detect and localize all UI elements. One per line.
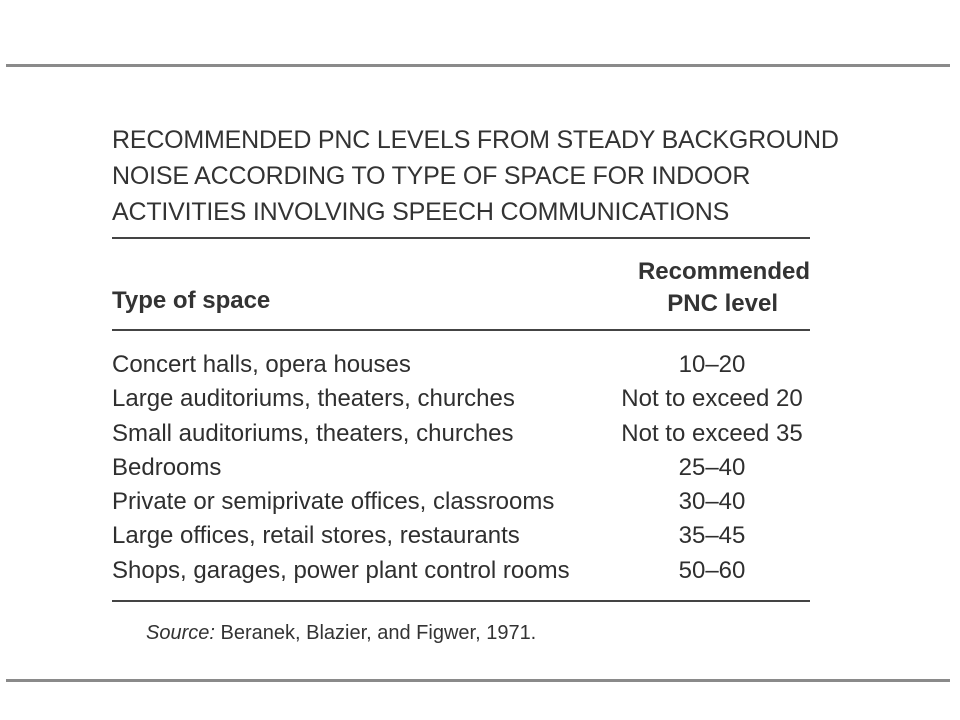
source-citation bbox=[146, 622, 536, 645]
column-header-type: Type of space bbox=[112, 287, 271, 314]
pnc-level-cell: 10–20 bbox=[678, 351, 746, 378]
page-bottom-rule bbox=[6, 679, 950, 682]
column-header-level bbox=[600, 256, 810, 320]
space-type-cell: Private or semiprivate offices, classrooms bbox=[112, 488, 555, 516]
pnc-level-cell: Not to exceed 20 bbox=[621, 385, 803, 413]
table-row bbox=[112, 417, 812, 451]
table-title bbox=[112, 122, 839, 230]
pnc-level-cell: 30–40 bbox=[678, 488, 746, 516]
table-header-rule bbox=[112, 329, 810, 331]
space-type-cell: Large offices, retail stores, restaurants bbox=[112, 522, 520, 550]
table-top-rule bbox=[112, 237, 810, 239]
table-row bbox=[112, 348, 812, 382]
title-line-3: ACTIVITIES INVOLVING SPEECH COMMUNICATIONS bbox=[112, 198, 730, 226]
table-row bbox=[112, 451, 812, 485]
space-type-cell: Shops, garages, power plant control rooms bbox=[112, 556, 570, 584]
pnc-level-cell: 50–60 bbox=[678, 556, 746, 584]
pnc-level-cell: Not to exceed 35 bbox=[621, 419, 803, 447]
title-line-2: NOISE ACCORDING TO TYPE OF SPACE FOR INDOOR bbox=[112, 162, 751, 190]
space-type-cell: Bedrooms bbox=[112, 453, 222, 481]
source-label: Source: bbox=[146, 622, 215, 644]
space-type-cell: Small auditoriums, theaters, churches bbox=[112, 419, 514, 447]
table-row bbox=[112, 485, 812, 519]
space-type-cell: Large auditoriums, theaters, churches bbox=[112, 385, 515, 413]
table-row bbox=[112, 554, 812, 588]
table-row bbox=[112, 382, 812, 416]
table-body bbox=[112, 348, 812, 588]
space-type-cell: Concert halls, opera houses bbox=[112, 351, 411, 378]
table-row bbox=[112, 519, 812, 553]
column-header-level-line1: Recommended bbox=[637, 258, 810, 285]
pnc-level-cell: 35–45 bbox=[678, 522, 746, 550]
title-line-1: RECOMMENDED PNC LEVELS FROM STEADY BACKGROUND bbox=[112, 126, 839, 154]
page-top-rule bbox=[6, 64, 950, 67]
pnc-level-cell: 25–40 bbox=[678, 453, 746, 481]
source-text: Beranek, Blazier, and Figwer, 1971. bbox=[220, 622, 537, 644]
column-header-level-line2: PNC level bbox=[667, 290, 778, 317]
table-bottom-rule bbox=[112, 600, 810, 602]
